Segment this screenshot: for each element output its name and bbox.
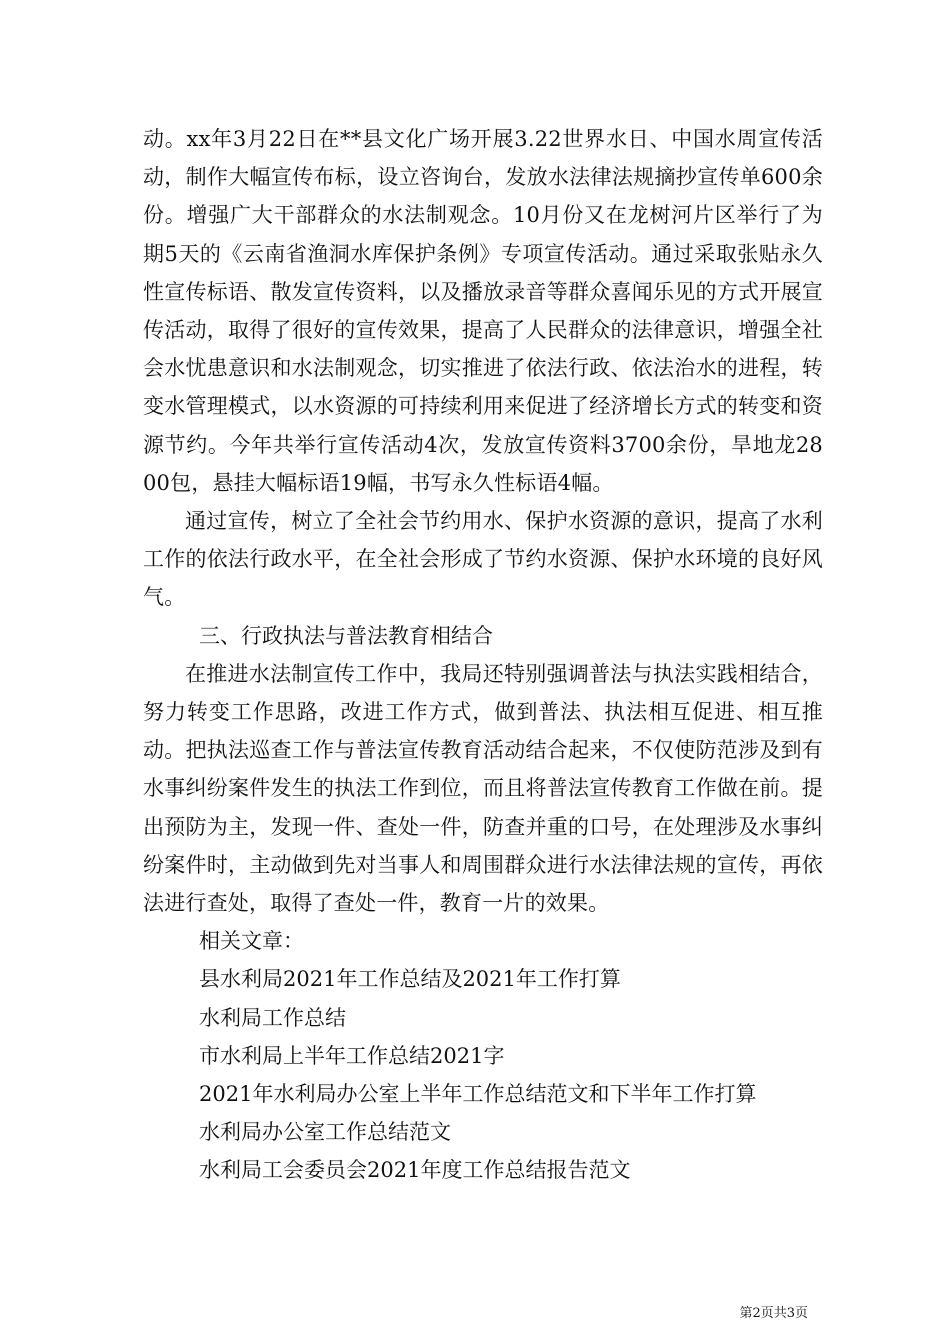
- related-article-link[interactable]: 市水利局上半年工作总结2021字: [199, 1043, 505, 1068]
- related-articles-title: 相关文章：: [199, 929, 304, 954]
- related-article-link[interactable]: 县水利局2021年工作总结及2021年工作打算: [199, 967, 621, 992]
- document-body: [143, 120, 823, 1190]
- related-articles-list: [143, 960, 823, 1189]
- related-article-link[interactable]: 水利局办公室工作总结范文: [199, 1120, 451, 1145]
- paragraph-publicity-result: 通过宣传，树立了全社会节约用水、保护水资源的意识，提高了水利工作的依法行政水平，在全社会形成了节约水资源、保护水环境的良好风气。: [143, 509, 823, 610]
- related-article-link[interactable]: 水利局工作总结: [199, 1005, 346, 1030]
- paragraph-enforcement: 在推进水法制宣传工作中，我局还特别强调普法与执法实践相结合，努力转变工作思路，改进工作方式，做到普法、执法相互促进、相互推动。把执法巡查工作与普法宣传教育活动结合起来，不仅使防范涉及到有水事纠纷案件发生的执法工作到位，而且将普法宣传教育工作做在前。提出预防为主，发现一件、查处一件，防查并重的口号，在处理涉及水事纠纷案件时，主动做到先对当事人和周围群众进行水法律法规的宣传，再依法进行查处，取得了查处一件，教育一片的效果。: [143, 661, 823, 916]
- related-article-link[interactable]: 水利局工会委员会2021年度工作总结报告范文: [199, 1158, 631, 1183]
- section-heading: 三、行政执法与普法教育相结合: [199, 623, 493, 648]
- page-number: 第2页共3页: [739, 1306, 808, 1321]
- related-article-link[interactable]: 2021年水利局办公室上半年工作总结范文和下半年工作打算: [199, 1082, 757, 1107]
- paragraph-continued: 动。xx年3月22日在**县文化广场开展3.22世界水日、中国水周宣传活动，制作大幅宣传布标，设立咨询台，发放水法律法规摘抄宣传单600余份。增强广大干部群众的水法制观念。10月份又在龙树河片区举行了为期5天的《云南省渔洞水库保护条例》专项宣传活动。通过采取张贴永久性宣传标语、散发宣传资料，以及播放录音等群众喜闻乐见的方式开展宣传活动，取得了很好的宣传效果，提高了人民群众的法律意识，增强全社会水忧患意识和水法制观念，切实推进了依法行政、依法治水的进程，转变水管理模式，以水资源的可持续利用来促进了经济增长方式的转变和资源节约。今年共举行宣传活动4次，发放宣传资料3700余份，旱地龙2800包，悬挂大幅标语19幅，书写永久性标语4幅。: [143, 127, 823, 495]
